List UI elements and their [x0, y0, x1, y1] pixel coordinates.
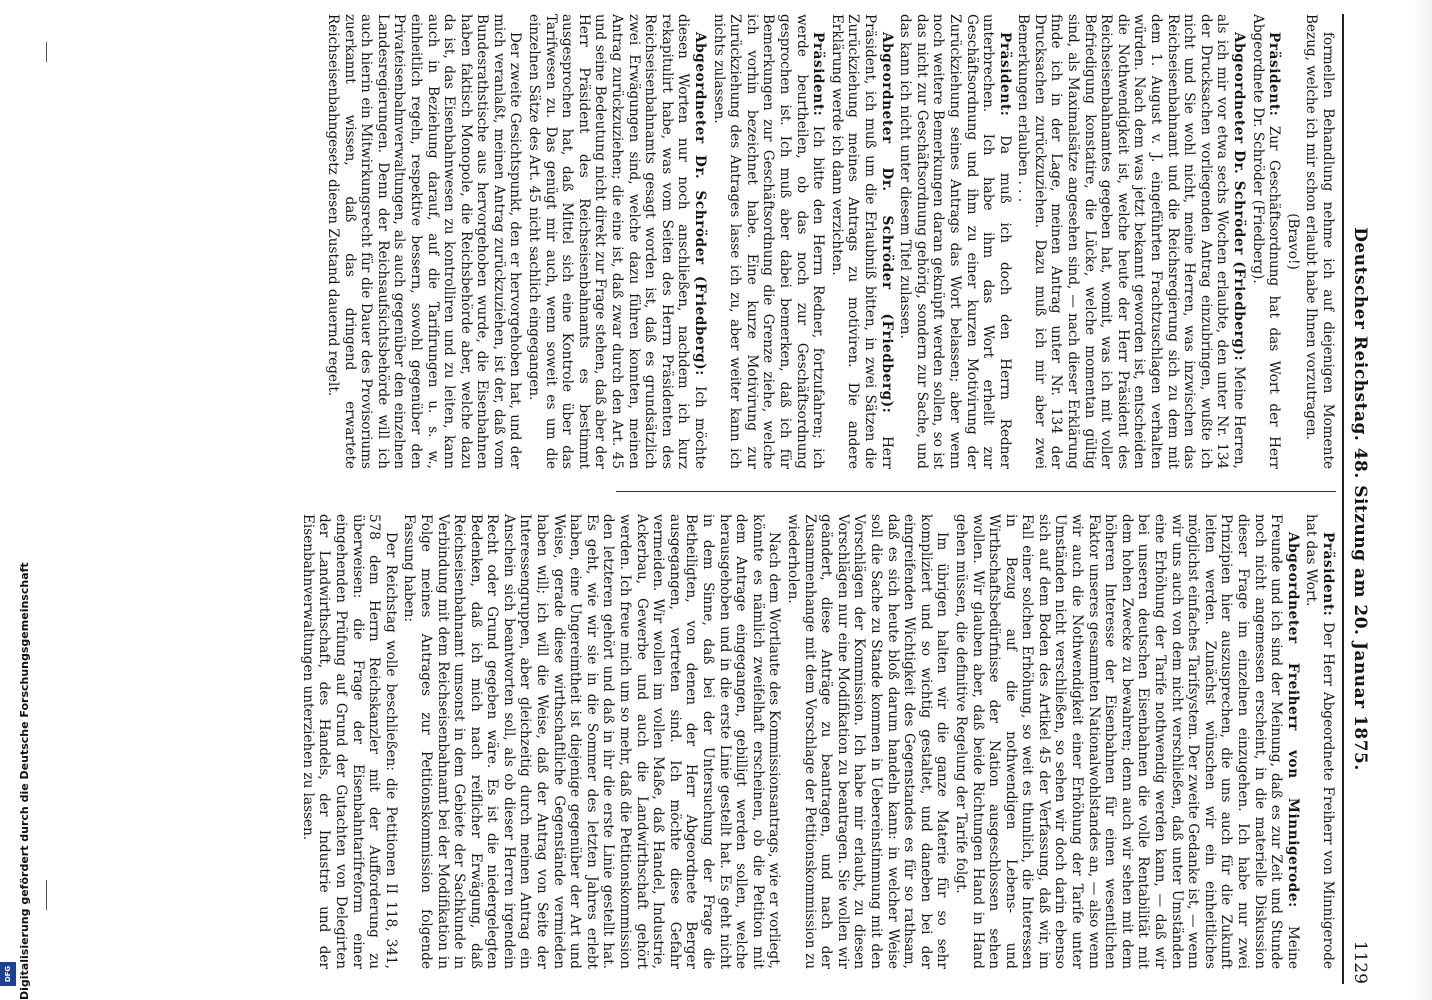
running-header [1342, 14, 1370, 984]
paragraph [526, 14, 709, 469]
paragraph-text: Der Reichstag wolle beschließen: die Petitionen II 118, 341, 578 dem Herrn Reichskanzler mit der Aufforderung zu überweisen: die Frage der Eisenbahntarifreform einer eingehenden Prüfung auf Grund der Gutachten von Delegirten der Landwirthschaft, des Handels, der Industrie und der Eisenbahnverwaltungen unterziehen zu lassen. [299, 514, 399, 969]
paragraph-text: Nach dem Wortlaute des Kommissionsantrags, wie er vorliegt, könnte es nämlich zweifelhaft erscheinen, ob die Petition mit dem Antrage eingegangen, gebilligt werden sollen, welche herausgehoben und in die erste Linie gestellt hat. Es geht nicht in dem Sinne, daß bei der Untersuchung der Frage die Betheiligten, von denen der Herr Abgeordnete Berger ausgegangen, vertreten sind. Ich möchte diese Gefahr vermeiden. Wir wollen im vollen Maße, daß Handel, Industrie, Ackerbau, Gewerbe und auch die Landwirthschaft gehört werden. Ich freue mich um so mehr, daß die Petitionskommission den letzteren gehört und daß in ihr die erste Linie gestellt hat. Es geht, wie wir sie in die Sommer des letzten Jahres erlebt haben, eine Ungereimtheit ist diejenige gegenüber der Art und Weise, gerade diese wirthschaftliche Gegenstände vermieden haben will; ich will die Weise, daß der Antrag von Seite der Interessengruppen, aber gleichzeitig durch meinen Antrag ein Anschein sich beantworten soll, als ob dieser Herren irgendein Recht oder Grund gegeben wäre. Es ist die niedergelegten Bedenken, daß ich mich nach reiflicher Erwägung, daß Reichseisenbahnamt umsonst in dem Gebiete der Sachkunde in Verbindung mit dem Reichseisenbahnamt bei der Modifikation in Folge meines Antrages zur Petitionskommission folgende Fassung haben: [401, 514, 783, 969]
paragraph [1303, 514, 1336, 969]
paragraph-text: Im übrigen halten wir die ganze Materie für so sehr kompliziert und so wichtig gestaltet, und daneben bei der eingreifenden Wichtigkeit des Gegenstandes es für so rathsam, daß es sich heute bloß darum handeln kann: in welcher Weise soll die Sache zu Stande kommen in Uebereinstimmung mit den Vorschlägen der Kommission. Ich habe mir erlaubt, zu diesen Vorschlägen nur eine Modifikation zu beantragen. Sie wollen wir geändert, diese Anträge zu beantragen, und nach der Zusammenhange mit dem Vorschlage der Petitionskommission zu wiederholen. [785, 514, 951, 969]
scan-edge [1412, 0, 1432, 1000]
speaker-label: Präsident: [996, 32, 1013, 117]
speaker-label: Abgeordneter Dr. Schröder (Friedberg): [692, 32, 709, 376]
paragraph-text: Meine Freunde und ich sind der Meinung, daß es zur Zeit und Stunde noch nicht angemessen erscheint, in die materielle Diskussion dieser Frage im einzelnen einzugehen. Ich habe nur zwei Prinzipien hier auszusprechen, die uns auch für die Zukunft leiten werden. Zunächst wünschen wir ein einheitliches möglichst einfaches Tarifsystem. Der zweite Gedanke ist, — wenn wir uns auch von dem nicht verschließen, daß unter Umständen eine Erhöhung der Tarife nothwendig werden kann, — daß wir bei unseren deutschen Eisenbahnen die volle Rentabilität mit dem hohen Zwecke zu bewahren; denn auch wir sehen mit dem höheren Interesse der Eisenbahnen für einen wesentlichen Faktor unseres gesammten Nationalwohlstandes an, — also wenn wir auch die Nothwendigkeit einer Erhöhung der Tarife unter Umständen nicht verschließen, so sehen wir doch darin ebenso sich auf dem Boden des Artikel 45 der Verfassung, daß wir, im Fall einer solchen Erhöhung, so weit es thunlich, die Interessen in Bezug auf die nothwendigen Lebens- und Wirthschaftsbedürfnisse der Nation ausgeschlossen sehen wollen. Wir glauben aber, daß beide Richtungen Hand in Hand gehen müssen, die definitive Regelung der Tarife folgt. [952, 514, 1301, 969]
paragraph [1015, 14, 1247, 469]
speaker-label: Präsident: [1266, 32, 1283, 117]
paragraph-text: (Bravo!) [1284, 213, 1301, 270]
paragraph [784, 514, 950, 969]
column-right [46, 14, 1336, 469]
running-title: Deutscher Reichstag. 48. Sitzung am 20. Januar 1875. [1350, 227, 1370, 771]
speaker-label: Abgeordneter Dr. Schröder (Friedberg): [1231, 32, 1248, 362]
paragraph [1303, 14, 1336, 469]
paragraph [299, 514, 399, 969]
paragraph-text: Zur Geschäftsordnung hat das Wort der Herr Abgeordnete Dr. Schröder (Friedberg). [1249, 14, 1283, 469]
dfg-logo [0, 962, 16, 986]
speaker-label: Abgeordneter Dr. Schröder (Friedberg): [878, 32, 895, 414]
paragraph-text: Ich bitte den Herrn Redner, fortzufahren; ich werde beurtheilen, ob das noch zur Geschäftsordnung gesprochen ist. Ich muß aber dabei bemerken, daß ich für Bemerkungen zur Geschäftsordnung die Grenze ziehe, welche ich vorhin bezeichnet habe. Eine kurze Motivirung zur Zurückziehung des Antrages lasse ich zu, aber weiter kann ich nichts zulassen. [710, 14, 827, 469]
paragraph [1249, 14, 1282, 469]
paragraph [324, 14, 523, 469]
rotated-document-sheet [40, 14, 1370, 984]
paragraph [401, 514, 783, 969]
paragraph-text: Meine Herren, als ich mir vor etwa sechs Wochen erlaubte, den unter Nr. 134 der Drucksachen vorliegenden Antrag einzubringen, wußte ich nicht und Sie wohl nicht, meine Herren, was inzwischen das Reichseisenbahnamt und die Reichsregierung sich zu dem mit dem 1. August v. J. eingeführten Frachtzuschlagen verhalten würden. Nach dem was jetzt bekannt geworden ist, entscheiden die Nothwendigkeit ist, welche heute der Herr Präsident des Reichseisenbahnamtes gegeben hat, womit, was ich mit voller Befriedigung konstatire, die Lücke, welche momentan gültig sind, als Maximalsätze angesehen sind, — nach dieser Erklärung finde ich in der Lage, meinen Antrag unter Nr. 134 der Drucksachen zurückzuziehen. Dazu muß ich mir aber zwei Bemerkungen erlauben . . . [1015, 14, 1248, 469]
column-left [46, 514, 1336, 969]
paragraph [897, 14, 1013, 469]
column-divider [616, 491, 1336, 492]
dfg-logo-text: DFG [4, 965, 13, 983]
paragraph-text: Der Herr Abgeordnete Freiherr von Minnigerode hat das Wort. [1303, 514, 1336, 969]
paragraph-text: Ich möchte diesen Worten nur noch anschließen, nachdem ich kurz rekapitulirt habe, was vom Seiten des Herrn Präsidenten des Reichseisenbahnamts gesagt worden ist, daß es grundsätzlich zwei Erwägungen sind, welche dazu führen konnten, meinen Antrag zurückzuziehen; die eine ist, daß zwar durch den Art. 45 und seine Bedeutung nicht direkt zur Frage stehen, daß aber der Herr Präsident des Reichseisenbahnamts es bestimmt ausgesprochen hat, daß Mittel sich eine Kontrole über das Tarifwesen zu. Das genügt mir auch, wenn soweit es um die einzelnen Sätze des Art. 45 nicht sachlich eingegangen. [526, 14, 709, 469]
page-number: 1129 [1350, 940, 1370, 984]
paragraph [1284, 14, 1301, 469]
paragraph-text: formellen Behandlung nehme ich auf diejenigen Momente Bezug, welche ich mir schon erlaubt habe Ihnen vorzutragen. [1303, 14, 1336, 469]
paragraph-text: Der zweite Gesichtspunkt, den er hervorgehoben hat, und der mich veranlaßt, meinen Antrag zurückzuziehen, ist der, daß vom Bundesrathstische aus hervorgehoben wurde, die Eisenbahnen haben faktisch Monopole, die Reichsbehörde aber, welche dazu da ist, das Eisenbahnwesen zu kontrolliren und zu leiten, kann auch in Beziehung darauf, auf die Tarifirungen u. s. w., einheitlich regeln, respektive bessern, sowohl gegenüber den Privateisenbahnverwaltungen, als auch gegenüber den einzelnen Landesregierungen. Denn der Reichsaufsichtsbehörde will ich auch hierin ein Mitwirkungsrecht für die Dauer des Provisoriums zuerkannt wissen, daß das dringend erwartete Reichseisenbahngesetz diesen Zustand dauernd regelt. [324, 14, 524, 469]
speaker-label: Präsident: [1320, 532, 1336, 617]
speaker-label: Präsident: [810, 32, 827, 117]
paragraph [828, 14, 894, 469]
paragraph [710, 14, 826, 469]
paragraph-text: Da muß ich doch den Herrn Redner unterbrechen. Ich habe ihm das Wort erhellt zur Geschäftsordnung und ihm zu einer kurzen Motivirung der Zurückziehung seines Antrags das Wort belassen; aber wenn noch weitere Bemerkungen daran geknüpft werden sollen, so ist das nicht zur Geschäftsordnung gehörig, sondern zur Sache, und das kann ich nicht unter diesem Titel zulassen. [897, 14, 1013, 469]
speaker-label: Abgeordneter Freiherr von Minnigerode: [1284, 532, 1301, 908]
paragraph-text: Herr Präsident, ich muß um die Erlaubniß bitten, in zwei Sätzen die Zurückziehung meines Antrags zu motiviren. Die andere Erklärung werde ich dann verzichten. [828, 14, 895, 469]
digitization-credit: Digitalisierung gefördert durch die Deutsche Forschungsgemeinschaft [18, 562, 31, 1000]
paragraph [952, 514, 1300, 969]
